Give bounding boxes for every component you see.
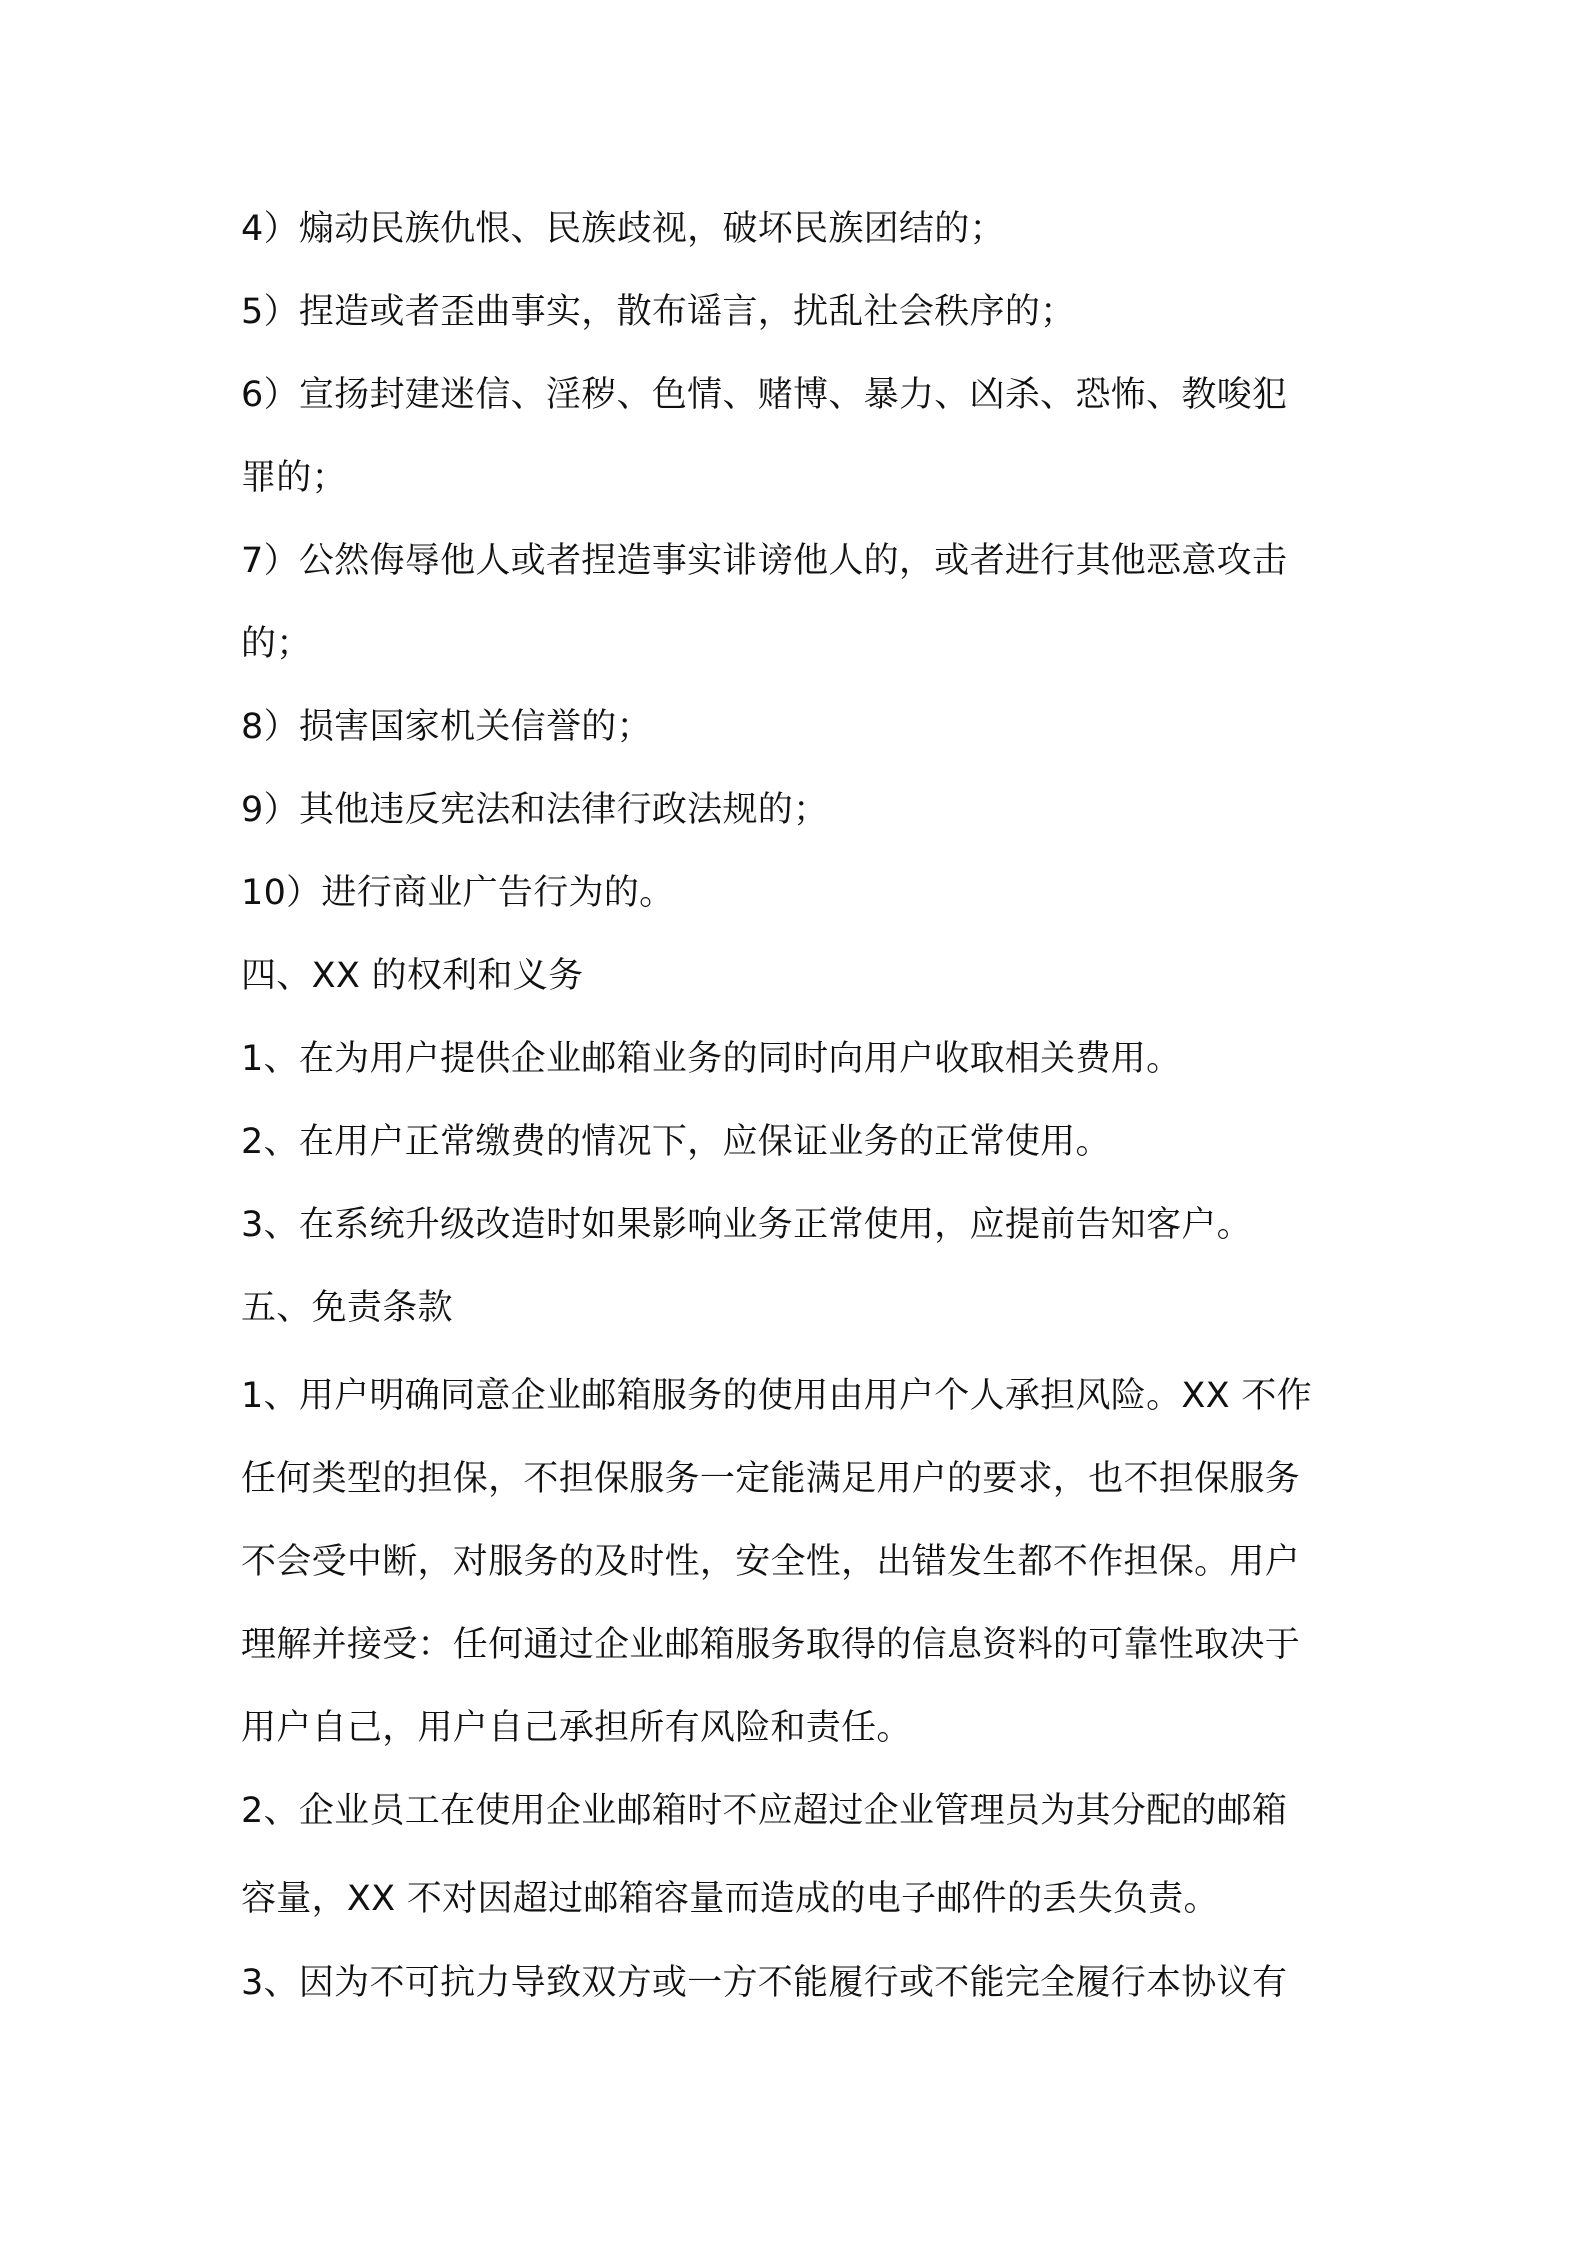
rights-item-1: 1、在为用户提供企业邮箱业务的同时向用户收取相关费用。 [241,1039,1182,1079]
list-item-7: 7）公然侮辱他人或者捏造事实诽谤他人的，或者进行其他恶意攻击 [241,541,1288,581]
disclaimer-item-1-line-5: 用户自己，用户自己承担所有风险和责任。 [241,1708,912,1748]
list-item-5: 5）捏造或者歪曲事实，散布谣言，扰乱社会秩序的； [241,292,1076,332]
disclaimer-item-1-line-4: 理解并接受：任何通过企业邮箱服务取得的信息资料的可靠性取决于 [241,1625,1301,1665]
disclaimer-item-2-line-2: 容量，XX 不对因超过邮箱容量而造成的电子邮件的丢失负责。 [241,1879,1219,1919]
disclaimer-item-1: 1、用户明确同意企业邮箱服务的使用由用户个人承担风险。XX 不作 [241,1376,1312,1416]
list-item-7-continued: 的； [241,624,312,664]
list-item-6-continued: 罪的； [241,458,347,498]
rights-item-2: 2、在用户正常缴费的情况下，应保证业务的正常使用。 [241,1122,1111,1162]
list-item-4: 4）煽动民族仇恨、民族歧视，破坏民族团结的； [241,209,1005,249]
list-item-10: 10）进行商业广告行为的。 [241,873,675,913]
disclaimer-item-3: 3、因为不可抗力导致双方或一方不能履行或不能完全履行本协议有 [241,1963,1288,2003]
disclaimer-item-2: 2、企业员工在使用企业邮箱时不应超过企业管理员为其分配的邮箱 [241,1791,1288,1831]
disclaimer-item-1-line-3: 不会受中断，对服务的及时性，安全性，出错发生都不作担保。用户 [241,1542,1301,1582]
section-heading-rights: 四、XX 的权利和义务 [241,956,584,996]
list-item-8: 8）损害国家机关信誉的； [241,707,652,747]
section-heading-disclaimer: 五、免责条款 [241,1288,453,1328]
list-item-9: 9）其他违反宪法和法律行政法规的； [241,790,829,830]
disclaimer-item-1-line-2: 任何类型的担保，不担保服务一定能满足用户的要求，也不担保服务 [241,1459,1301,1499]
list-item-6: 6）宣扬封建迷信、淫秽、色情、赌博、暴力、凶杀、恐怖、教唆犯 [241,375,1288,415]
rights-item-3: 3、在系统升级改造时如果影响业务正常使用，应提前告知客户。 [241,1205,1252,1245]
